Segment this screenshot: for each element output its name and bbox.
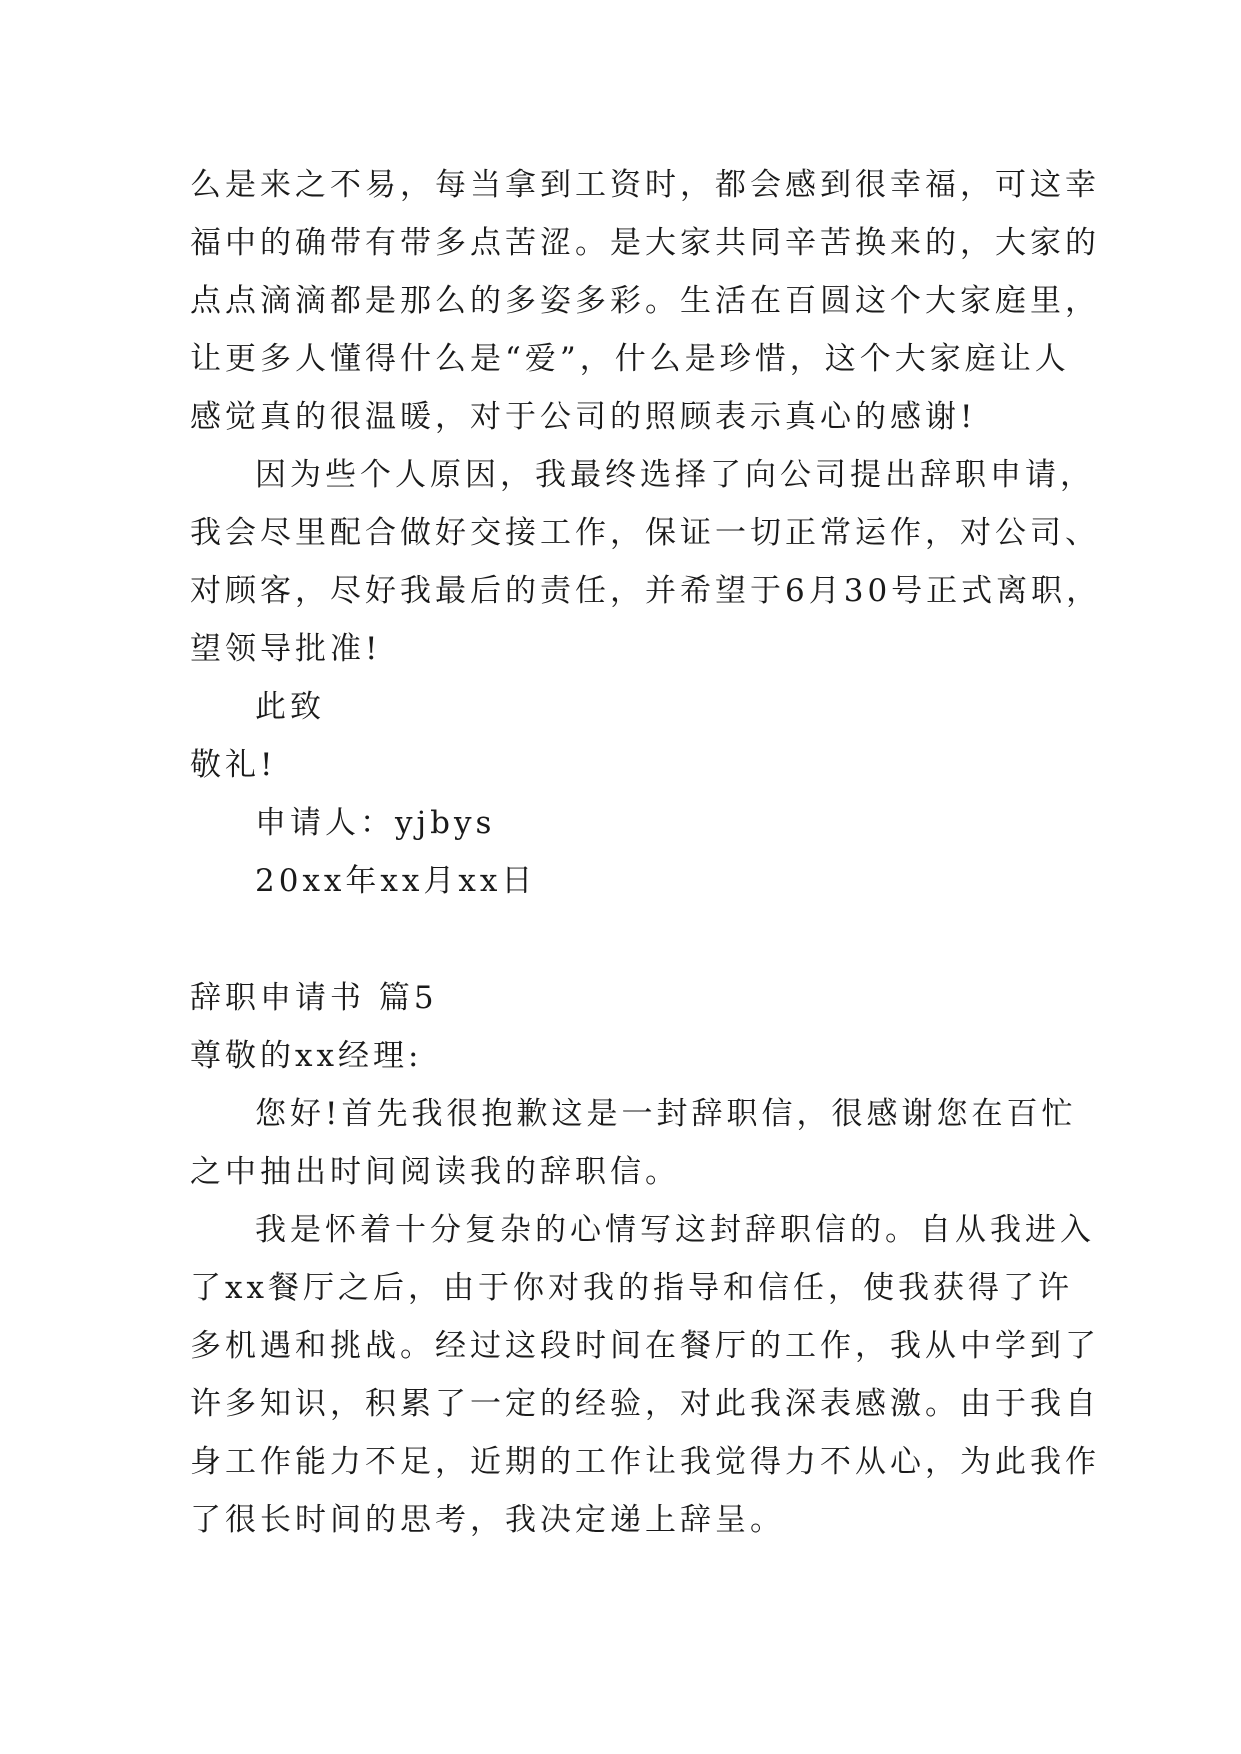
text-line: 我会尽里配合做好交接工作，保证一切正常运作，对公司、 <box>190 515 1100 551</box>
text-line: 对顾客，尽好我最后的责任，并希望于6月30号正式离职， <box>190 573 1102 609</box>
text-line: 福中的确带有带多点苦涩。是大家共同辛苦换来的，大家的 <box>190 225 1100 261</box>
text-line: 望领导批准! <box>190 631 382 667</box>
text-line: 感觉真的很温暖，对于公司的照顾表示真心的感谢! <box>190 399 977 435</box>
text-line: 因为些个人原因，我最终选择了向公司提出辞职申请， <box>255 457 1095 493</box>
text-line: 多机遇和挑战。经过这段时间在餐厅的工作，我从中学到了 <box>190 1328 1100 1364</box>
applicant-signature: 申请人：yjbys <box>255 805 496 841</box>
greeting-line: 尊敬的xx经理: <box>190 1038 423 1074</box>
text-line: 么是来之不易，每当拿到工资时，都会感到很幸福，可这幸 <box>190 167 1100 203</box>
text-line: 点点滴滴都是那么的多姿多彩。生活在百圆这个大家庭里， <box>190 283 1100 319</box>
text-line: 之中抽出时间阅读我的辞职信。 <box>190 1154 680 1190</box>
date-line: 20xx年xx月xx日 <box>255 863 537 899</box>
text-line: 身工作能力不足，近期的工作让我觉得力不从心，为此我作 <box>190 1444 1100 1480</box>
text-line: 了xx餐厅之后，由于你对我的指导和信任，使我获得了许 <box>190 1270 1073 1306</box>
section-title: 辞职申请书 篇5 <box>190 980 438 1016</box>
salutation-text: 敬礼! <box>190 747 277 783</box>
text-line: 许多知识，积累了一定的经验，对此我深表感激。由于我自 <box>190 1386 1100 1422</box>
text-line: 让更多人懂得什么是“爱”，什么是珍惜，这个大家庭让人 <box>190 341 1070 377</box>
text-line: 了很长时间的思考，我决定递上辞呈。 <box>190 1502 785 1538</box>
text-line: 您好!首先我很抱歉这是一封辞职信，很感谢您在百忙 <box>255 1096 1077 1132</box>
text-line: 我是怀着十分复杂的心情写这封辞职信的。自从我进入 <box>255 1212 1095 1248</box>
closing-text: 此致 <box>255 689 325 725</box>
